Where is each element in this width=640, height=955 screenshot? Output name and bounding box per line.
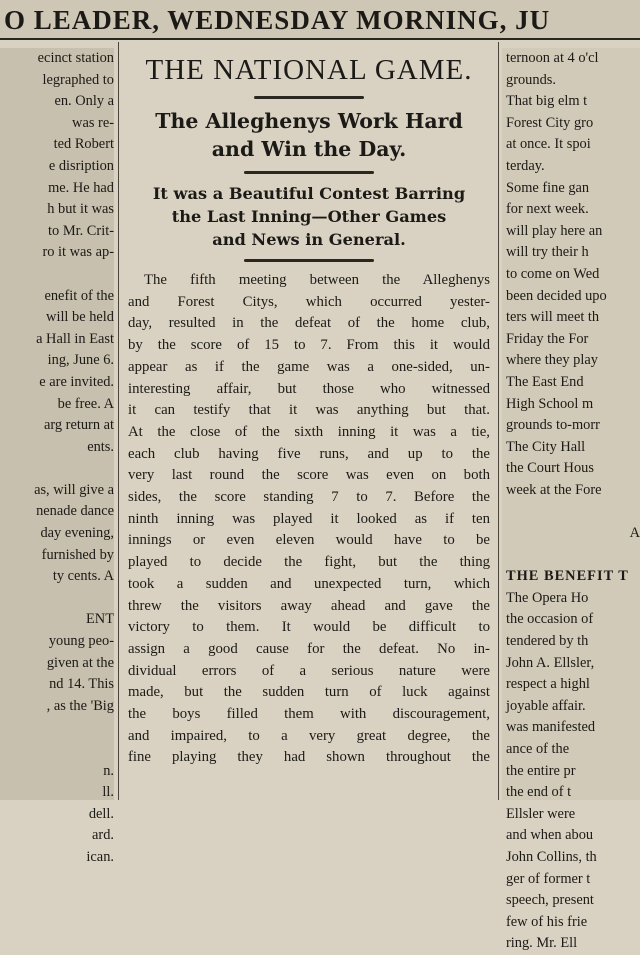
left-column-line: will be held <box>46 309 114 326</box>
right-column-line: will try their h <box>506 244 589 261</box>
article-body-line: and Forest Citys, which occurred yester- <box>128 293 490 310</box>
right-column-line: tendered by th <box>506 633 589 650</box>
headline-divider <box>244 171 374 174</box>
left-column-line: nd 14. This <box>49 676 114 693</box>
left-column-line: furnished by <box>41 546 114 563</box>
left-column-line <box>0 588 114 610</box>
right-column-line: ring. Mr. Ell <box>506 935 578 952</box>
right-column-line: ters will meet th <box>506 309 600 326</box>
right-column-line: terday. <box>506 157 545 174</box>
left-column-line: given at the <box>46 654 114 671</box>
article-body-line: threw the visitors away ahead and gave the <box>128 597 490 614</box>
article-body-line: innings or even eleven would have to be <box>128 532 490 549</box>
left-column-line: e disription <box>48 157 114 174</box>
left-column-line: ty cents. A <box>52 568 114 585</box>
article-body-line: very last round the score was even on both <box>128 467 490 484</box>
left-column-line: as, will give a <box>34 481 114 498</box>
right-column-line: been decided upo <box>506 287 607 304</box>
left-column-line: ents. <box>87 438 114 455</box>
right-column-line: THE BENEFIT T <box>506 568 629 585</box>
left-column-line <box>0 717 114 739</box>
left-column-line: young peo- <box>48 633 114 650</box>
right-column-line: the occasion of <box>506 611 594 628</box>
left-column-line: arg return at <box>43 417 114 434</box>
article-body-line: victory to them. It would be difficult to <box>128 619 490 636</box>
title-divider <box>254 96 364 99</box>
right-column <box>502 48 640 952</box>
article-body-line: took a sudden and unexpected turn, which <box>128 575 490 592</box>
left-column-line: ing, June 6. <box>47 352 114 369</box>
article-body-line: day, resulted in the defeat of the home club, <box>128 315 490 332</box>
left-column-line: me. He had <box>48 179 114 196</box>
subheadline-line-2: the Last Inning—Other Games <box>171 207 447 226</box>
left-column-line: , as the 'Big <box>46 697 114 714</box>
article-body <box>128 270 490 769</box>
left-column-line: day evening, <box>40 525 114 542</box>
article-body-line: assign a good cause for the defeat. No in- <box>128 640 490 657</box>
newspaper-masthead: O LEADER, WEDNESDAY MORNING, JU <box>0 0 640 40</box>
left-column-line: enefit of the <box>44 287 114 304</box>
right-column-line: grounds. <box>506 71 556 88</box>
main-article <box>122 48 496 800</box>
right-column-line: High School m <box>506 395 594 412</box>
left-column-line: ican. <box>86 848 114 865</box>
right-column-line: Some fine gan <box>506 179 590 196</box>
left-column-line: was re- <box>72 114 114 131</box>
right-column-line: Forest City gro <box>506 114 594 131</box>
right-column-line: The East End <box>506 373 584 390</box>
right-column-line: was manifested <box>506 719 596 736</box>
article-body-line: dividual errors of a serious nature were <box>128 662 490 679</box>
right-column-line: Friday the For <box>506 330 589 347</box>
left-column-line: ENT <box>86 611 114 628</box>
left-column <box>0 48 114 865</box>
right-column-line: will play here an <box>506 222 603 239</box>
article-body-line: played to decide the fight, but the thing <box>128 554 490 571</box>
article-body-line: ninth inning was played it looked as if ten <box>128 510 490 527</box>
left-column-line: en. Only a <box>54 93 114 110</box>
left-column-line: ted Robert <box>53 136 114 153</box>
left-column-line: to Mr. Crit- <box>48 222 114 239</box>
right-column-line: joyable affair. <box>506 697 586 714</box>
right-column-line <box>502 501 640 523</box>
subheadline-line-1: It was a Beautiful Contest Barring <box>152 184 466 203</box>
left-column-line <box>0 739 114 761</box>
right-column-line: where they play <box>506 352 598 369</box>
right-column-line: ance of the <box>506 741 570 757</box>
right-column-line: John Collins, th <box>506 848 597 865</box>
left-column-line: ro it was ap- <box>42 244 114 261</box>
left-column-line: n. <box>103 762 114 779</box>
right-column-line: That big elm t <box>506 93 588 110</box>
right-column-line: week at the Fore <box>506 481 602 498</box>
article-body-line: and impaired, to a very great degree, the <box>128 727 490 744</box>
left-column-line: e are invited. <box>39 373 114 390</box>
right-column-line: Ellsler were <box>506 805 576 822</box>
left-column-line: ard. <box>92 827 114 844</box>
right-column-line: and when abou <box>506 827 594 844</box>
article-body-line: by the score of 15 to 7. From this it would <box>128 337 490 354</box>
article-body-line: each club having five runs, and up to the <box>128 445 490 462</box>
right-column-line: to come on Wed <box>506 265 600 282</box>
left-column-line: h but it was <box>47 201 114 218</box>
right-column-line: grounds to-morr <box>506 417 600 434</box>
article-body-line: the boys filled them with discouragement, <box>128 706 490 723</box>
left-column-line: ecinct station <box>37 50 114 66</box>
subheadline-divider <box>244 259 374 262</box>
article-body-line: At the close of the sixth inning it was a tie, <box>128 423 490 440</box>
article-body-line: fine playing they had shown throughout the <box>128 749 490 766</box>
right-column-line: John A. Ellsler, <box>506 654 595 671</box>
article-body-line: sides, the score standing 7 to 7. Before the <box>128 489 490 506</box>
article-body-line: it can testify that it was anything but that. <box>128 402 490 419</box>
column-rule-right <box>498 42 499 800</box>
right-column-line: The City Hall <box>506 438 586 455</box>
left-column-line <box>0 264 114 286</box>
right-column-line: few of his frie <box>506 913 588 930</box>
right-column-line: the end of t <box>506 784 572 801</box>
left-column-line: nenade dance <box>36 503 114 520</box>
left-column-line: ll. <box>102 784 114 801</box>
headline-line-1: The Alleghenys Work Hard <box>155 109 463 133</box>
right-column-line: respect a highl <box>506 676 590 693</box>
right-column-line: the Court Hous <box>506 460 594 477</box>
right-column-line: ternoon at 4 o'cl <box>506 50 599 66</box>
right-column-line: ger of former t <box>506 870 591 887</box>
right-column-line: speech, present <box>506 892 594 909</box>
left-column-line <box>0 458 114 480</box>
left-column-line: be free. A <box>57 395 114 412</box>
right-column-line: at once. It spoi <box>506 136 591 153</box>
left-column-line: dell. <box>88 805 114 822</box>
subheadline-line-3: and News in General. <box>212 230 406 249</box>
right-column-line: the entire pr <box>506 762 576 779</box>
article-section-title: THE NATIONAL GAME. <box>145 54 473 86</box>
headline-line-2: and Win the Day. <box>211 137 407 161</box>
article-body-line: made, but the sudden turn of luck against <box>128 684 490 701</box>
article-body-line: The fifth meeting between the Alleghenys <box>144 272 490 288</box>
right-column-line: for next week. <box>506 201 589 218</box>
right-column-line <box>502 545 640 567</box>
left-column-line: legraphed to <box>42 71 114 88</box>
article-body-line: interesting affair, but those who witnessed <box>128 380 490 397</box>
column-rule-left <box>118 42 119 800</box>
left-column-line: a Hall in East <box>36 330 114 347</box>
article-body-line: appear as if the game was a one-sided, un- <box>128 358 490 375</box>
right-column-line: A <box>629 525 640 542</box>
right-column-line: The Opera Ho <box>506 589 589 606</box>
